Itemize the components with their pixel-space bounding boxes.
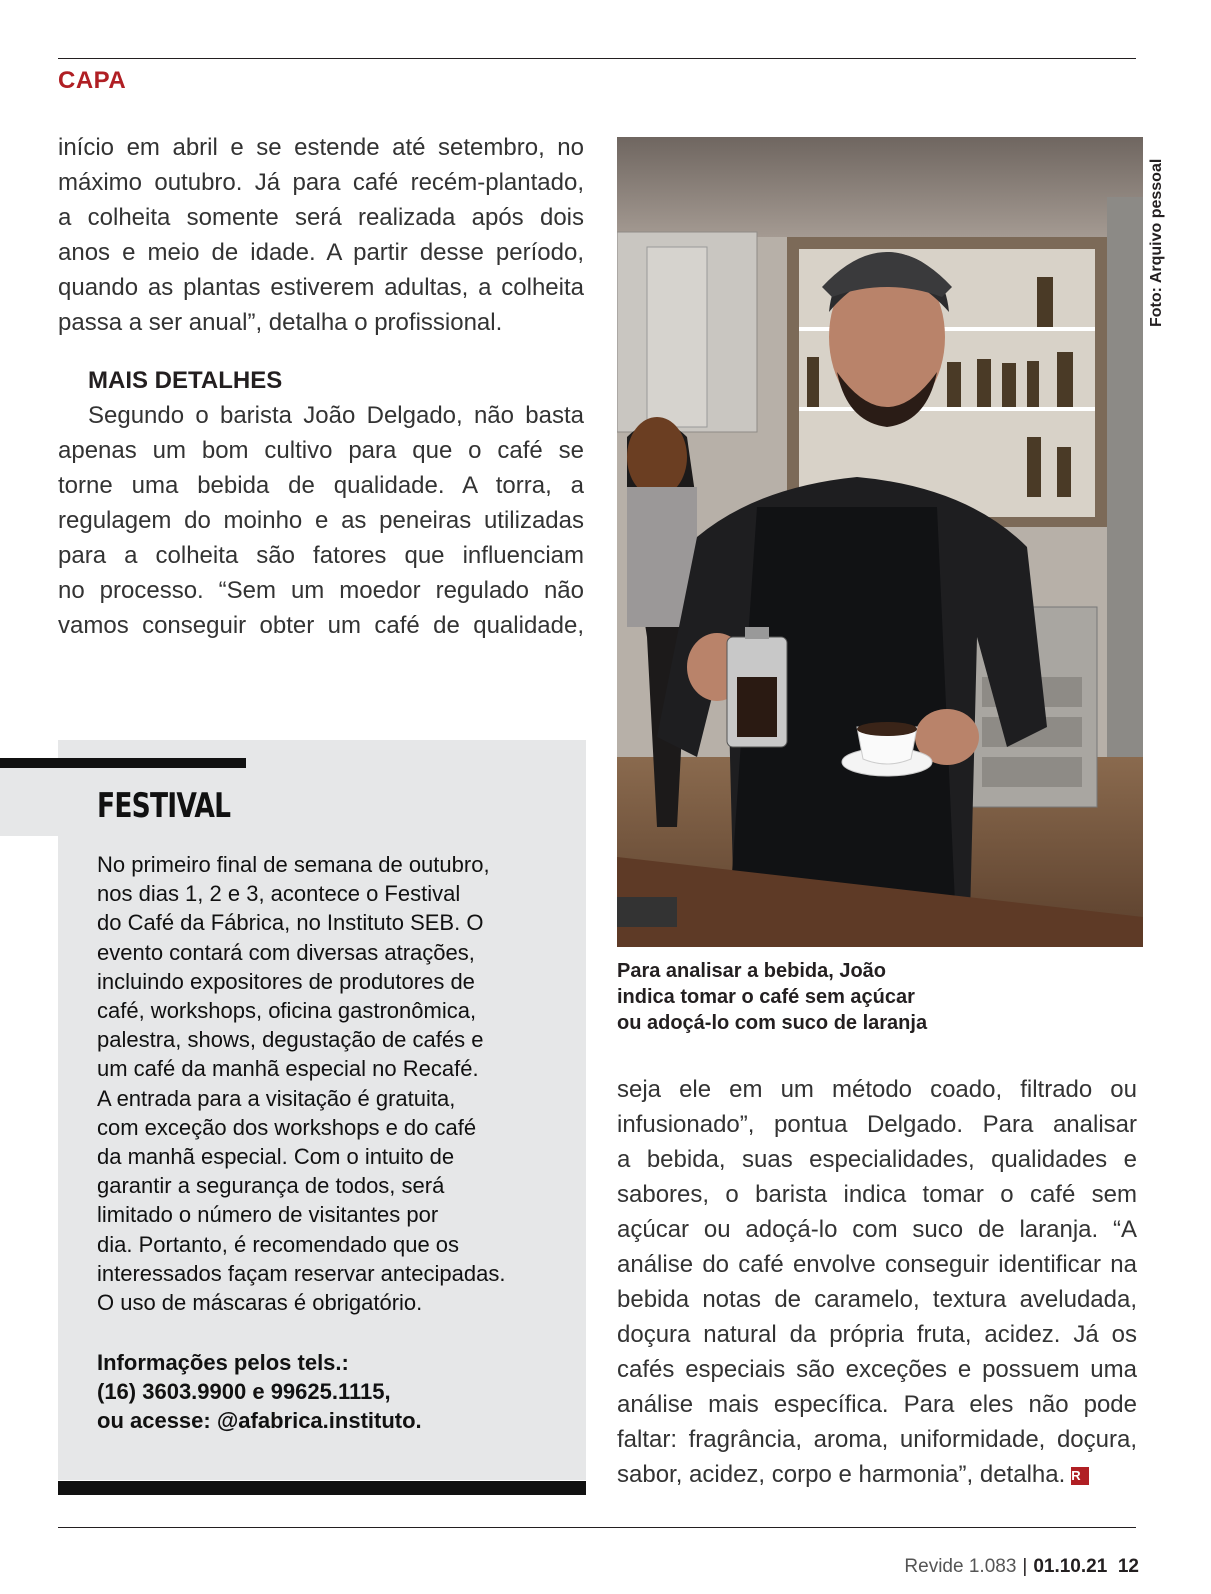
text-line: análise do café envolve conseguir identificar na bbox=[617, 1251, 1137, 1278]
festival-text bbox=[97, 850, 567, 1317]
caption-line: Para analisar a bebida, João bbox=[617, 960, 887, 982]
festival-line: interessados façam reservar antecipadas. bbox=[97, 1260, 506, 1286]
festival-line: do Café da Fábrica, no Instituto SEB. O bbox=[97, 910, 484, 936]
photo-caption bbox=[617, 958, 1143, 1036]
caption-line: indica tomar o café sem açúcar bbox=[617, 986, 915, 1008]
text-line: infusionado”, pontua Delgado. Para analisar bbox=[617, 1111, 1137, 1138]
right-column bbox=[617, 1072, 1137, 1492]
text-line: seja ele em um método coado, filtrado ou bbox=[617, 1076, 1137, 1103]
festival-line: incluindo expositores de produtores de bbox=[97, 968, 475, 994]
festival-title: FESTIVAL bbox=[97, 786, 231, 826]
festival-line: da manhã especial. Com o intuito de bbox=[97, 1144, 455, 1170]
text-line: vamos conseguir obter um café de qualidade, bbox=[58, 612, 584, 639]
festival-line: dia. Portanto, é recomendado que os bbox=[97, 1231, 460, 1257]
right-paragraph bbox=[617, 1072, 1137, 1492]
festival-line: O uso de máscaras é obrigatório. bbox=[97, 1290, 423, 1316]
festival-line: palestra, shows, degustação de cafés e bbox=[97, 1027, 484, 1053]
text-line: análise mais específica. Para eles não pode bbox=[617, 1391, 1137, 1418]
text-line: anos e meio de idade. A partir desse período, bbox=[58, 239, 584, 266]
text-line: açúcar ou adoçá-lo com suco de laranja. “A bbox=[617, 1216, 1137, 1243]
festival-line: nos dias 1, 2 e 3, acontece o Festival bbox=[97, 881, 461, 907]
festival-line: garantir a segurança de todos, será bbox=[97, 1173, 445, 1199]
info-line: (16) 3603.9900 e 99625.1115, bbox=[97, 1379, 391, 1404]
publication-name: Revide 1.083 bbox=[904, 1556, 1017, 1577]
festival-line: com exceção dos workshops e do café bbox=[97, 1114, 477, 1140]
text-line: faltar: fragrância, aroma, uniformidade, doçura, bbox=[617, 1426, 1137, 1453]
subhead-mais-detalhes: MAIS DETALHES bbox=[88, 367, 283, 394]
festival-line: evento contará com diversas atrações, bbox=[97, 939, 475, 965]
info-line: ou acesse: @afabrica.instituto. bbox=[97, 1408, 422, 1433]
page-number: 12 bbox=[1117, 1556, 1139, 1577]
text-line: para a colheita são fatores que influenciam bbox=[58, 542, 584, 569]
text-line: a bebida, suas especialidades, qualidades e bbox=[617, 1146, 1137, 1173]
section-label: CAPA bbox=[58, 67, 127, 94]
festival-box-top-bar bbox=[0, 758, 246, 768]
festival-line: um café da manhã especial no Recafé. bbox=[97, 1056, 479, 1082]
barista-photo bbox=[617, 137, 1143, 947]
photo-credit-text: Foto: Arquivo pessoal bbox=[1148, 158, 1165, 327]
text-line: início em abril e se estende até setembro, no bbox=[58, 134, 584, 161]
info-line: Informações pelos tels.: bbox=[97, 1350, 349, 1375]
festival-line: A entrada para a visitação é gratuita, bbox=[97, 1085, 456, 1111]
footer-rule bbox=[58, 1527, 1136, 1528]
header-rule bbox=[58, 58, 1136, 59]
page-footer bbox=[904, 1556, 1139, 1578]
end-mark-icon: R bbox=[1071, 1467, 1089, 1485]
text-line: regulagem do moinho e as peneiras utilizadas bbox=[58, 507, 584, 534]
left-column bbox=[58, 130, 584, 643]
issue-date: 01.10.21 bbox=[1033, 1556, 1108, 1577]
text-line: no processo. “Sem um moedor regulado não bbox=[58, 577, 584, 604]
text-line: doçura natural da própria fruta, acidez. Já os bbox=[617, 1321, 1137, 1348]
text-line: cafés especiais são exceções e possuem uma bbox=[617, 1356, 1137, 1383]
text-line: passa a ser anual”, detalha o profissional. bbox=[58, 309, 503, 336]
left-paragraph-1 bbox=[58, 130, 584, 340]
photo-credit bbox=[1148, 137, 1172, 327]
text-line-last bbox=[617, 1457, 1137, 1492]
text-line: quando as plantas estiverem adultas, a colheita bbox=[58, 274, 584, 301]
text-line: Segundo o barista João Delgado, não basta bbox=[88, 402, 584, 429]
festival-line: limitado o número de visitantes por bbox=[97, 1202, 439, 1228]
text-line: apenas um bom cultivo para que o café se bbox=[58, 437, 584, 464]
text-line: máximo outubro. Já para café recém-plantado, bbox=[58, 169, 584, 196]
text-line: torne uma bebida de qualidade. A torra, a bbox=[58, 472, 584, 499]
text-line: bebida notas de caramelo, textura aveludada, bbox=[617, 1286, 1137, 1313]
text-line: sabor, acidez, corpo e harmonia”, detalha. bbox=[617, 1461, 1066, 1488]
festival-box-bottom-bar bbox=[58, 1481, 586, 1495]
text-line: a colheita somente será realizada após dois bbox=[58, 204, 584, 231]
festival-box-tab bbox=[0, 760, 58, 836]
festival-line: café, workshops, oficina gastronômica, bbox=[97, 998, 477, 1024]
festival-line: No primeiro final de semana de outubro, bbox=[97, 852, 490, 877]
left-paragraph-2 bbox=[58, 398, 584, 643]
caption-line: ou adoçá-lo com suco de laranja bbox=[617, 1012, 928, 1034]
festival-contact-info bbox=[97, 1348, 567, 1435]
footer-separator: | bbox=[1022, 1556, 1028, 1577]
barista-photo-illustration bbox=[617, 137, 1143, 947]
text-line: sabores, o barista indica tomar o café sem bbox=[617, 1181, 1137, 1208]
